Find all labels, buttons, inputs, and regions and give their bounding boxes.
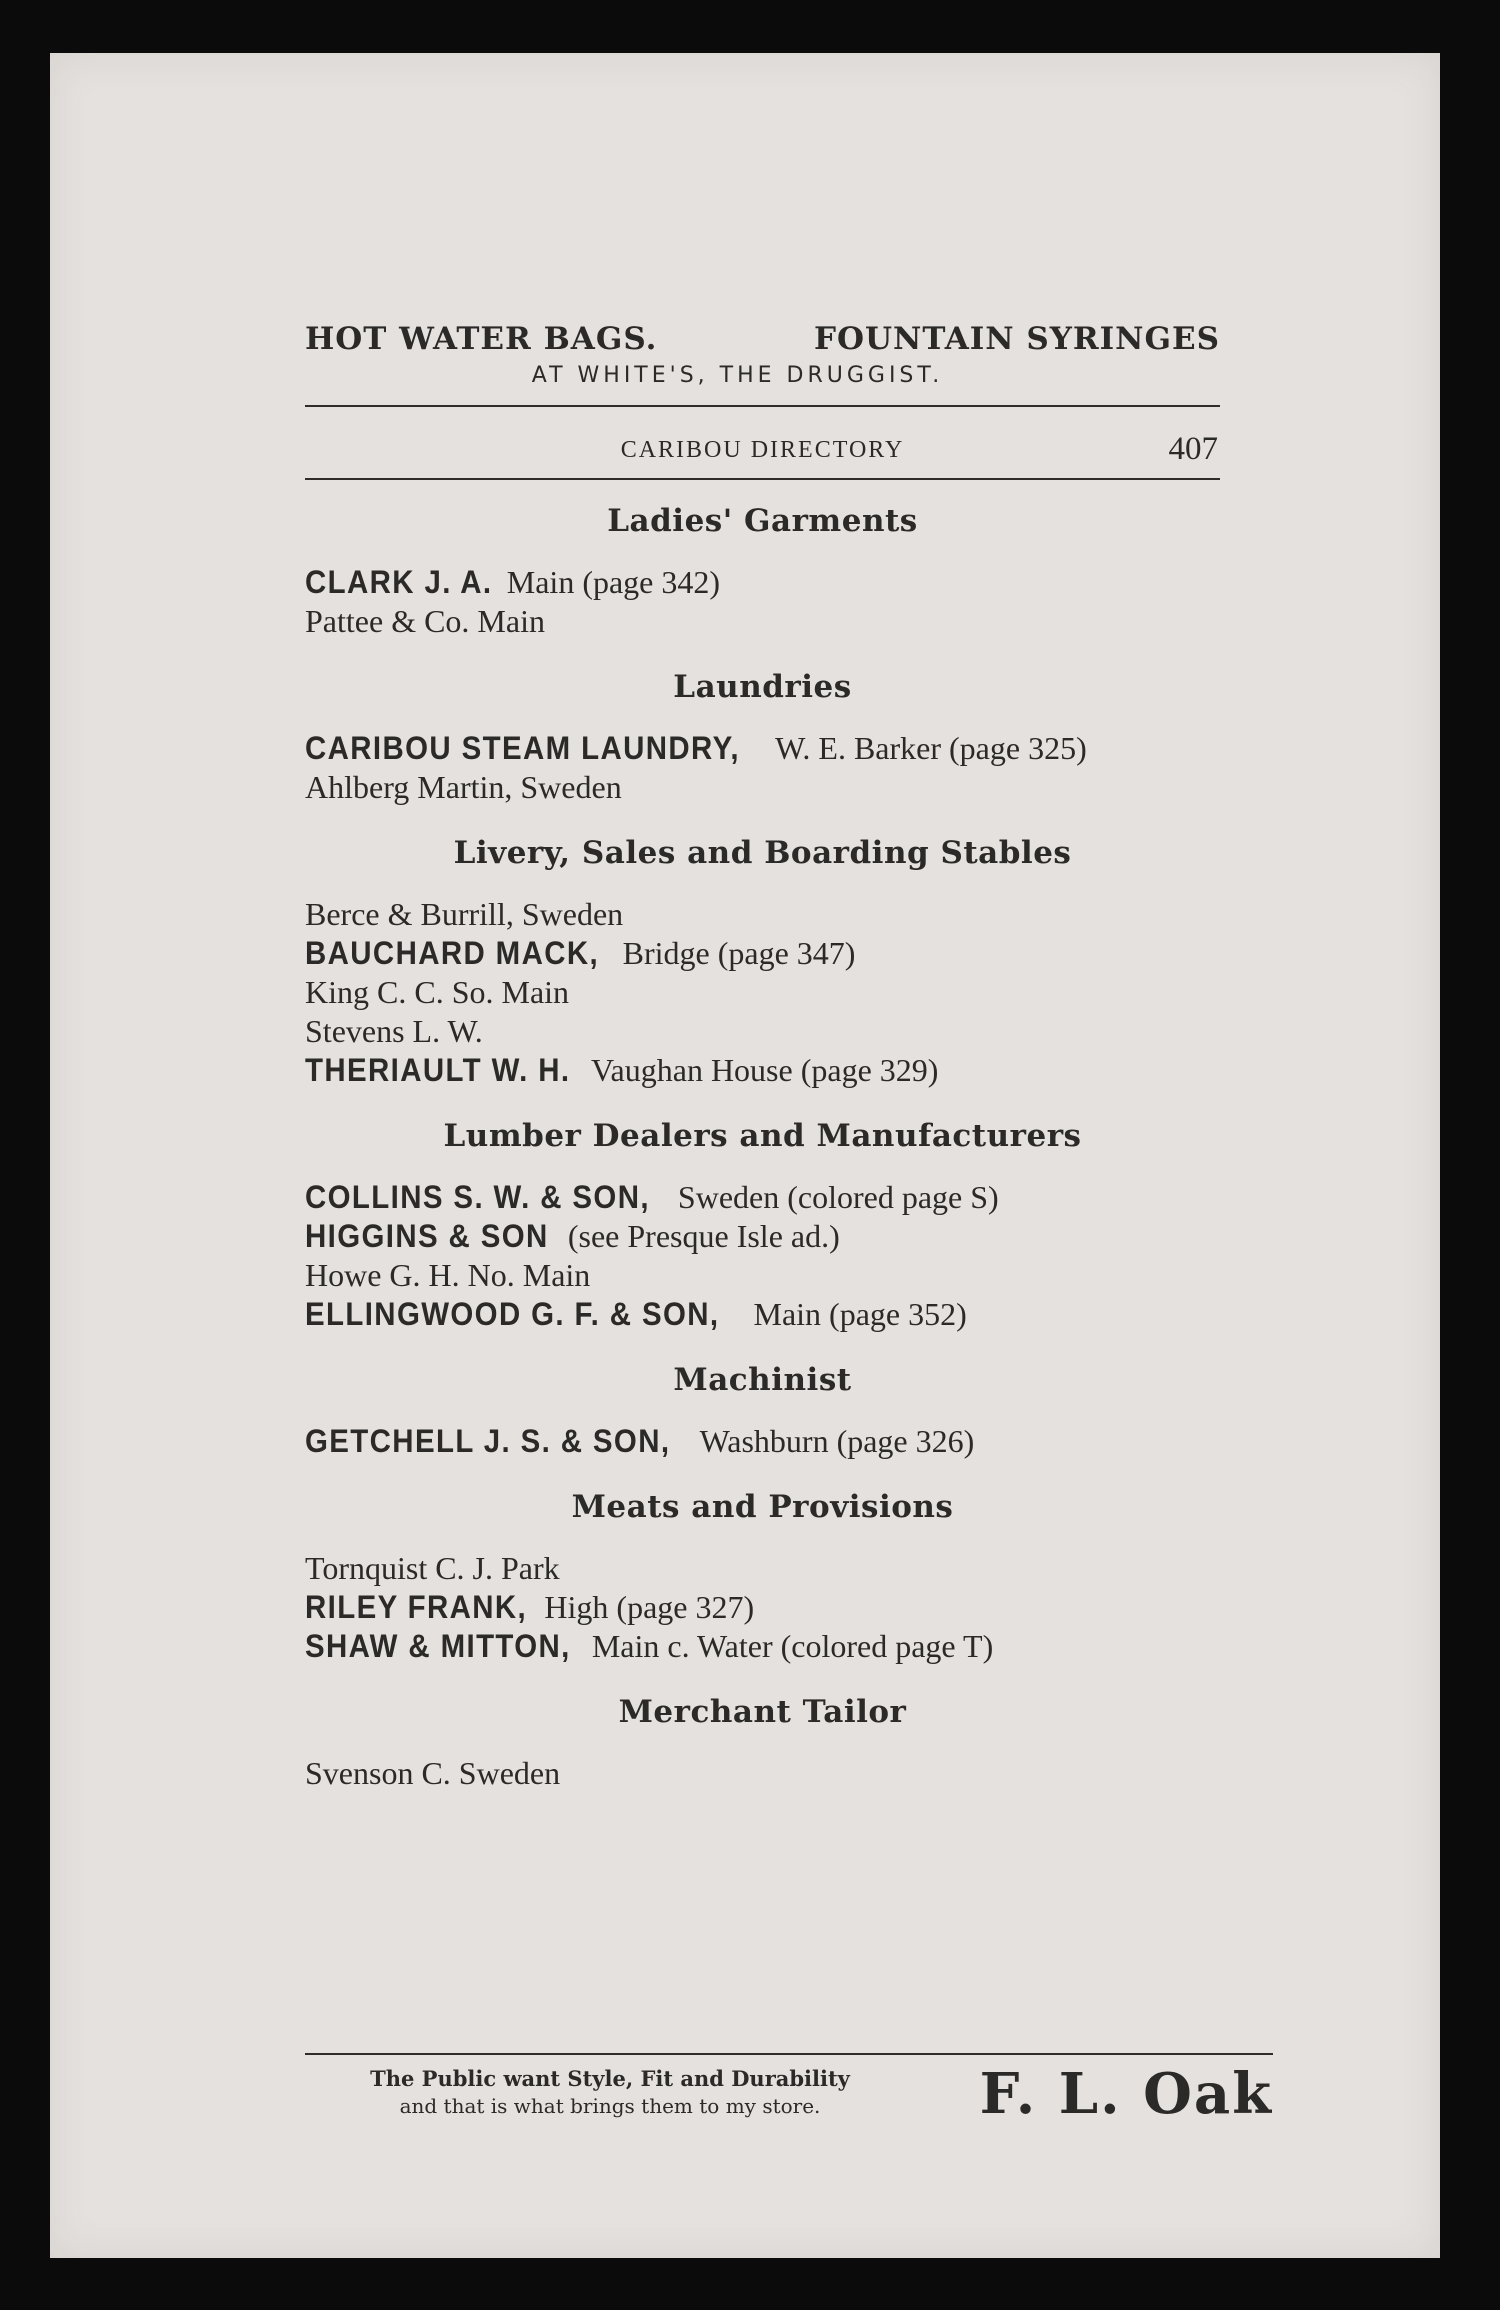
directory-entry <box>305 895 1220 934</box>
entry-details: Washburn (page 326) <box>699 1423 975 1459</box>
directory-entry <box>305 729 1220 768</box>
entry-details: Pattee & Co. Main <box>305 603 545 639</box>
entry-details: Main c. Water (colored page T) <box>591 1628 994 1664</box>
section-heading: Merchant Tailor <box>618 1694 907 1730</box>
entry-details: Vaughan House (page 329) <box>590 1052 939 1088</box>
footer-slogan-line1: The Public want Style, Fit and Durability <box>370 2066 850 2091</box>
directory-section <box>305 1692 1220 1793</box>
directory-section <box>305 501 1220 641</box>
directory-section <box>305 833 1220 1090</box>
directory-entry <box>305 1178 1220 1217</box>
entry-details: High (page 327) <box>544 1589 755 1625</box>
entry-details: Main (page 342) <box>506 564 721 600</box>
top-advertisement <box>255 263 1220 413</box>
directory-entry <box>305 1588 1220 1627</box>
directory-entry <box>305 1217 1220 1256</box>
section-heading: Livery, Sales and Boarding Stables <box>453 835 1072 871</box>
directory-section <box>305 667 1220 807</box>
entry-name: ELLINGWOOD G. F. & SON, <box>305 1296 720 1332</box>
entry-details: Main (page 352) <box>753 1296 967 1332</box>
entry-details: Svenson C. Sweden <box>305 1755 561 1791</box>
directory-entry <box>305 1295 1220 1334</box>
footer-brand: F. L. Oak <box>979 2061 1273 2127</box>
directory-entry <box>305 934 1220 973</box>
page-number: 407 <box>1168 431 1218 467</box>
entry-name: HIGGINS & SON <box>305 1218 549 1254</box>
entry-name: CARIBOU STEAM LAUNDRY, <box>305 730 740 766</box>
running-head-rule <box>305 478 1220 480</box>
entry-name: BAUCHARD MACK, <box>305 935 600 971</box>
entry-details: (see Presque Isle ad.) <box>567 1218 840 1254</box>
entry-details: Stevens L. W. <box>305 1013 483 1049</box>
section-heading: Ladies' Garments <box>607 503 918 539</box>
top-ad-right: FOUNTAIN SYRINGES <box>813 321 1220 357</box>
footer-slogan-line2: and that is what brings them to my store. <box>399 2094 821 2118</box>
bottom-advertisement <box>305 2053 1273 2127</box>
page-content <box>255 263 1273 2127</box>
entry-details: Tornquist C. J. Park <box>305 1550 560 1586</box>
directory-entry <box>305 1256 1220 1295</box>
entry-details: Berce & Burrill, Sweden <box>305 896 624 932</box>
top-ad-left: HOT WATER BAGS. <box>305 321 658 357</box>
footer-rule <box>305 2053 1273 2055</box>
entry-details: Howe G. H. No. Main <box>305 1257 591 1293</box>
entry-details: King C. C. So. Main <box>305 974 570 1010</box>
directory-section <box>305 1360 1220 1461</box>
directory-entry <box>305 1549 1220 1588</box>
section-heading: Machinist <box>673 1362 852 1398</box>
entry-details: Sweden (colored page S) <box>677 1179 999 1215</box>
section-heading: Lumber Dealers and Manufacturers <box>443 1118 1082 1154</box>
entry-details: W. E. Barker (page 325) <box>775 730 1087 766</box>
directory-entry <box>305 1627 1220 1666</box>
entry-name: COLLINS S. W. & SON, <box>305 1179 650 1215</box>
directory-entry <box>305 1051 1220 1090</box>
running-head <box>305 431 1220 471</box>
entry-details: Ahlberg Martin, Sweden <box>305 769 622 805</box>
entry-name: GETCHELL J. S. & SON, <box>305 1423 671 1459</box>
directory-entry <box>305 563 1220 602</box>
directory-entry <box>305 973 1220 1012</box>
section-heading: Meats and Provisions <box>571 1489 954 1525</box>
entry-name: THERIAULT W. H. <box>305 1052 571 1088</box>
directory-entry <box>305 1012 1220 1051</box>
page-sheet <box>50 53 1440 2258</box>
entry-name: CLARK J. A. <box>305 564 493 600</box>
directory-listing <box>305 501 1220 1819</box>
directory-entry <box>305 1422 1220 1461</box>
directory-entry <box>305 1754 1220 1793</box>
entry-name: SHAW & MITTON, <box>305 1628 571 1664</box>
footer-slogan <box>305 2065 915 2119</box>
entry-name: RILEY FRANK, <box>305 1589 528 1625</box>
directory-entry <box>305 602 1220 641</box>
top-ad-center: AT WHITE'S, THE DRUGGIST. <box>531 363 944 388</box>
directory-section <box>305 1116 1220 1334</box>
directory-entry <box>305 768 1220 807</box>
running-head-title: CARIBOU DIRECTORY <box>620 437 905 463</box>
directory-section <box>305 1487 1220 1666</box>
entry-details: Bridge (page 347) <box>622 935 856 971</box>
section-heading: Laundries <box>673 669 852 705</box>
top-rule <box>305 405 1220 407</box>
